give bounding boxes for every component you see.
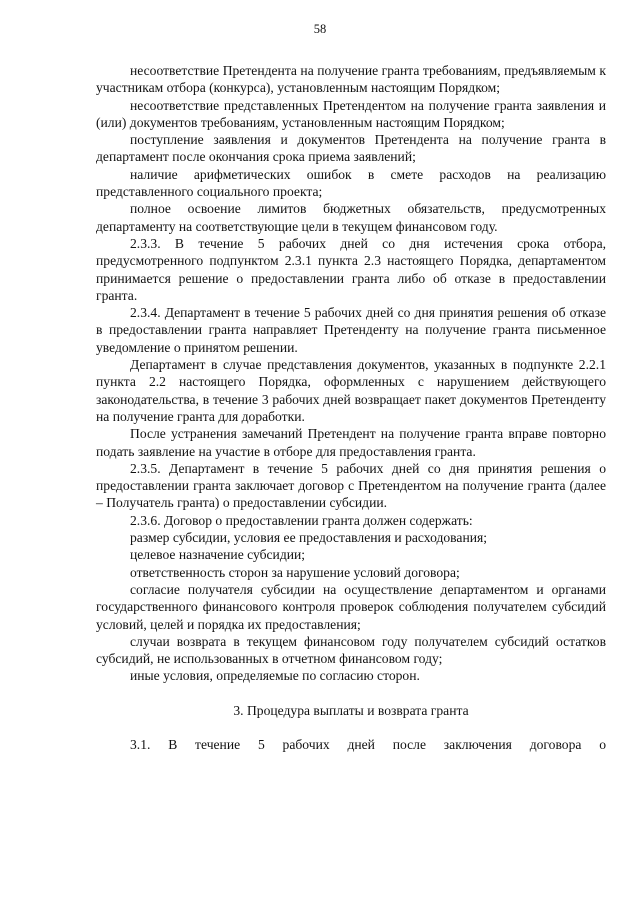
paragraph-noncompliance-documents: несоответствие представленных Претендентом на получение гранта заявления и (или) документов требованиям, установленным настоящим Порядком; — [96, 97, 606, 130]
paragraph-3-1: 3.1. В течение 5 рабочих дней после заключения договора о — [130, 736, 606, 752]
section-heading: 3. Процедура выплаты и возврата гранта — [233, 702, 469, 718]
paragraph-late-submission: поступление заявления и документов Претендента на получение гранта в департамент после окончания срока приема заявлений; — [96, 132, 606, 165]
paragraph-noncompliance-applicant: несоответствие Претендента на получение гранта требованиям, предъявляемым к участникам отбора (конкурса), установленным настоящим Порядком; — [96, 63, 606, 96]
paragraph-arithmetic-errors: наличие арифметических ошибок в смете расходов на реализацию представленного социального проекта; — [96, 166, 606, 200]
paragraph-2-3-4: 2.3.4. Департамент в течение 5 рабочих дней со дня принятия решения об отказе в предоставлении гранта направляет Претенденту на получение гранта письменное уведомление о принятом решении. — [96, 305, 606, 355]
paragraph-2-3-6: 2.3.6. Договор о предоставлении гранта должен содержать: — [130, 512, 473, 528]
paragraph-resubmission: После устранения замечаний Претендент на получение гранта вправе повторно подать заявление на участие в отборе для предоставления гранта. — [96, 426, 606, 459]
paragraph-budget-limits: полное освоение лимитов бюджетных обязательств, предусмотренных департаменту на соответствующие цели в текущем финансовом году. — [96, 201, 606, 234]
paragraph-other-conditions: иные условия, определяемые по согласию сторон. — [130, 668, 420, 684]
page-number: 58 — [313, 22, 327, 36]
paragraph-subsidy-purpose: целевое назначение субсидии; — [130, 547, 306, 563]
paragraph-subsidy-size: размер субсидии, условия ее предоставления и расходования; — [130, 530, 488, 546]
paragraph-consent-audits: согласие получателя субсидии на осуществление департаментом и органами государственного финансового контроля проверок соблюдения получателем субсидий условий, целей и порядка их предоставления; — [96, 581, 606, 632]
document-body — [96, 62, 606, 753]
paragraph-documents-return: Департамент в случае представления документов, указанных в подпункте 2.2.1 пункта 2.2 настоящего Порядка, оформленных с нарушением действующего законодательства, в течение 3 рабочих дней возвращает пакет документов Претенденту на получение гранта для доработки. — [96, 357, 606, 424]
paragraph-2-3-3: 2.3.3. В течение 5 рабочих дней со дня истечения срока отбора, предусмотренного подпунктом 2.3.1 пункта 2.3 настоящего Порядка, департаментом принимается решение о предоставлении гранта либо об отказе в предоставлении гранта. — [96, 235, 606, 303]
paragraph-2-3-5: 2.3.5. Департамент в течение 5 рабочих дней со дня принятия решения о предоставлении гранта заключает договор с Претендентом на получение гранта (далее – Получатель гранта) о предоставлении субсидии. — [96, 460, 606, 511]
paragraph-responsibility: ответственность сторон за нарушение условий договора; — [130, 564, 460, 580]
paragraph-refund-cases: случаи возврата в текущем финансовом году получателем субсидий остатков субсидий, не использованных в отчетном финансовом году; — [96, 633, 606, 667]
